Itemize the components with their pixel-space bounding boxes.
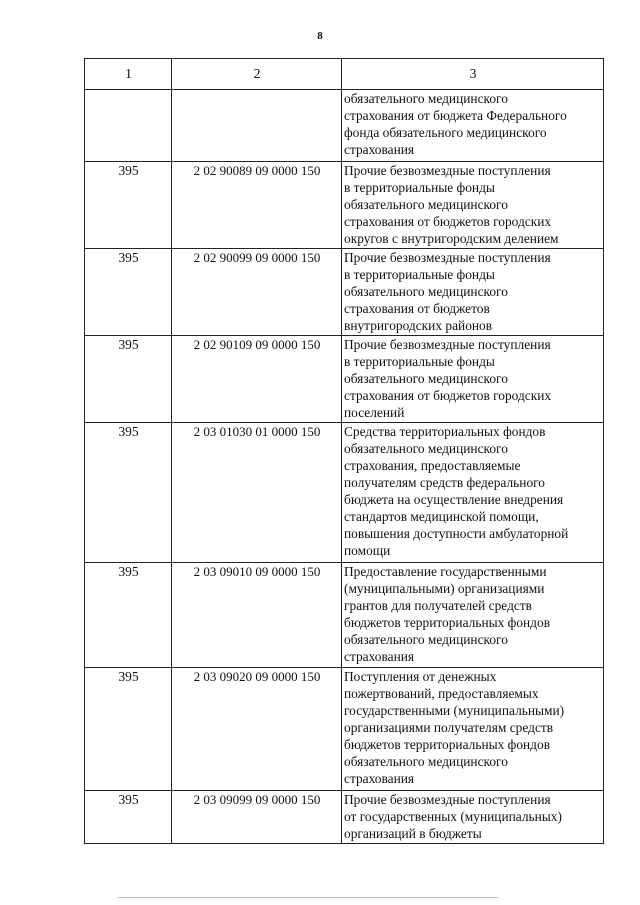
budget-code-cell: 2 02 90099 09 0000 150: [172, 249, 342, 336]
admin-code-cell: 395: [85, 791, 172, 844]
revenue-name-cell: Поступления от денежных пожертвований, предоставляемых государственными (муниципальными) организациями получателям средств бюджетов территориальных фондов обязательного медицинского страхования: [342, 668, 604, 791]
revenue-name-cell: Прочие безвозмездные поступления в территориальные фонды обязательного медицинского страхования от бюджетов внутригородских районов: [342, 249, 604, 336]
budget-code-cell: [172, 90, 342, 162]
header-col-3: 3: [342, 59, 604, 90]
budget-code-cell: 2 03 01030 01 0000 150: [172, 423, 342, 563]
budget-code-cell: 2 02 90089 09 0000 150: [172, 162, 342, 249]
revenue-name-cell: Средства территориальных фондов обязательного медицинского страхования, предоставляемые получателям средств федерального бюджета на осуществление внедрения стандартов медицинской помощи, повышения доступности амбулаторной помощи: [342, 423, 604, 563]
budget-code-cell: 2 03 09020 09 0000 150: [172, 668, 342, 791]
table-row: [85, 668, 604, 791]
page-number: 8: [317, 30, 323, 42]
budget-code-cell: 2 03 09010 09 0000 150: [172, 563, 342, 668]
revenue-name-cell: обязательного медицинского страхования от бюджета Федерального фонда обязательного медицинского страхования: [342, 90, 604, 162]
admin-code-cell: 395: [85, 423, 172, 563]
admin-code-cell: 395: [85, 336, 172, 423]
table-row: [85, 791, 604, 844]
admin-code-cell: 395: [85, 668, 172, 791]
table-row: [85, 90, 604, 162]
table-row: [85, 563, 604, 668]
table-header-row: [85, 59, 604, 90]
revenue-name-cell: Предоставление государственными (муниципальными) организациями грантов для получателей средств бюджетов территориальных фондов обязательного медицинского страхования: [342, 563, 604, 668]
revenue-name-cell: Прочие безвозмездные поступления от государственных (муниципальных) организаций в бюджеты: [342, 791, 604, 844]
admin-code-cell: 395: [85, 249, 172, 336]
revenue-name-cell: Прочие безвозмездные поступления в территориальные фонды обязательного медицинского страхования от бюджетов городских поселений: [342, 336, 604, 423]
table-row: [85, 423, 604, 563]
admin-code-cell: 395: [85, 162, 172, 249]
table-row: [85, 249, 604, 336]
table-row: [85, 162, 604, 249]
header-col-2: 2: [172, 59, 342, 90]
budget-code-cell: 2 02 90109 09 0000 150: [172, 336, 342, 423]
header-col-1: 1: [85, 59, 172, 90]
admin-code-cell: 395: [85, 563, 172, 668]
scan-edge-line: [118, 897, 498, 898]
admin-code-cell: [85, 90, 172, 162]
table-row: [85, 336, 604, 423]
revenue-name-cell: Прочие безвозмездные поступления в территориальные фонды обязательного медицинского страхования от бюджетов городских округов с внутригородским делением: [342, 162, 604, 249]
revenue-codes-table: [84, 58, 604, 844]
budget-code-cell: 2 03 09099 09 0000 150: [172, 791, 342, 844]
